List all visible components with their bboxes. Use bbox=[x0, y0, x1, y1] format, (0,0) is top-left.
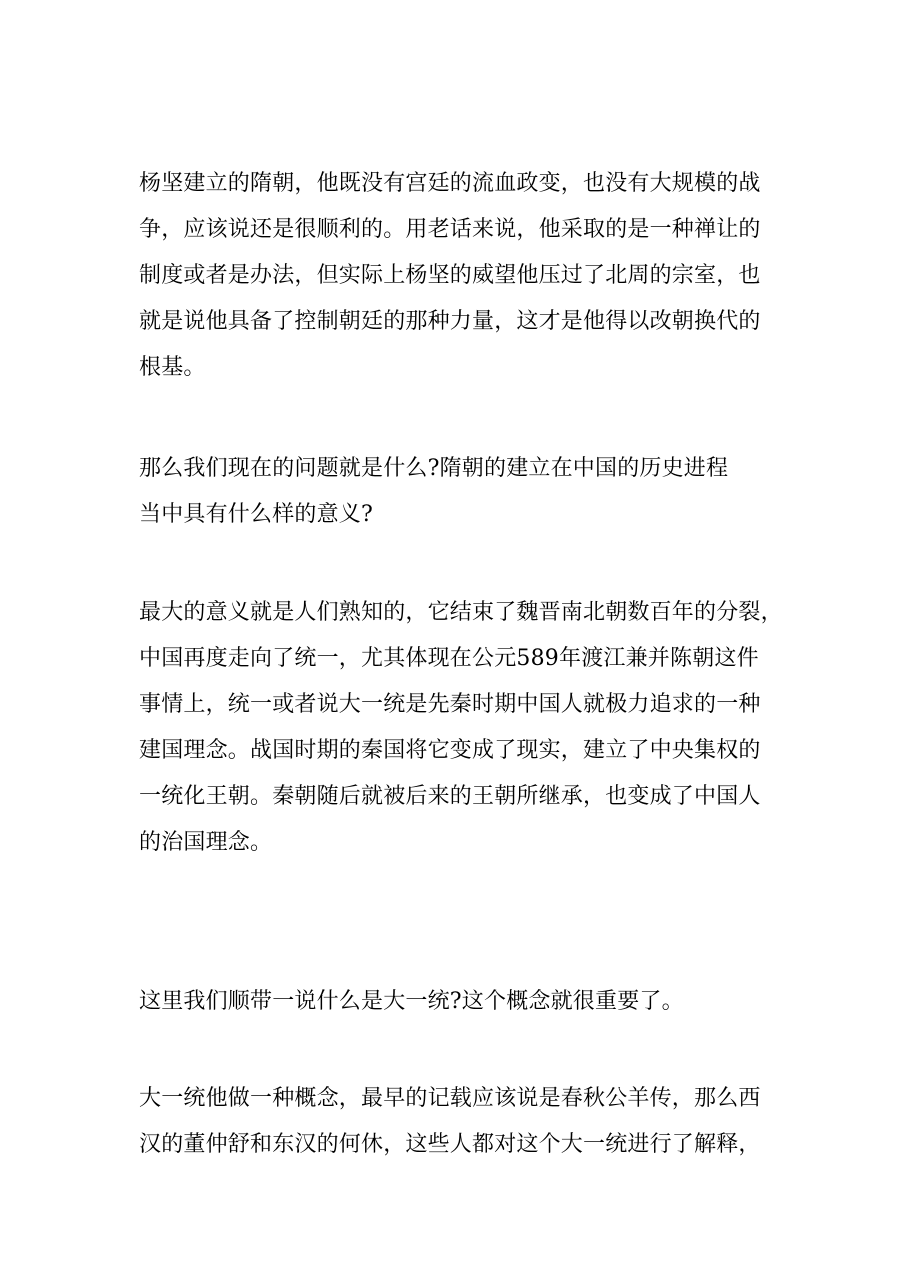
text-line: 建国理念。战国时期的秦国将它变成了现实，建立了中央集权的 bbox=[139, 738, 761, 763]
text-line: 杨坚建立的隋朝，他既没有宫廷的流血政变，也没有大规模的战 bbox=[139, 171, 761, 196]
text-line: 那么我们现在的问题就是什么?隋朝的建立在中国的历史进程 bbox=[139, 456, 729, 481]
paragraph-3 bbox=[139, 590, 799, 866]
paragraph-4 bbox=[139, 979, 799, 1025]
text-line: 汉的董仲舒和东汉的何休，这些人都对这个大一统进行了解释， bbox=[139, 1132, 761, 1157]
text-line: 大一统他做一种概念，最早的记载应该说是春秋公羊传，那么西 bbox=[139, 1086, 761, 1111]
text-line: 就是说他具备了控制朝廷的那种力量，这才是他得以改朝换代的 bbox=[139, 309, 761, 334]
text-line: 这里我们顺带一说什么是大一统?这个概念就很重要了。 bbox=[139, 989, 684, 1014]
text-line: 的治国理念。 bbox=[139, 830, 273, 855]
paragraph-2 bbox=[139, 446, 799, 538]
text-line: 争，应该说还是很顺利的。用老话来说，他采取的是一种禅让的 bbox=[139, 217, 761, 242]
text-line: 根基。 bbox=[139, 355, 206, 380]
text-line: 事情上，统一或者说大一统是先秦时期中国人就极力追求的一种 bbox=[139, 692, 761, 717]
paragraph-1 bbox=[139, 161, 799, 391]
text-line: 最大的意义就是人们熟知的，它结束了魏晋南北朝数百年的分裂， bbox=[139, 600, 783, 625]
text-line: 一统化王朝。秦朝随后就被后来的王朝所继承，也变成了中国人 bbox=[139, 784, 761, 809]
text-line: 中国再度走向了统一，尤其体现在公元589年渡江兼并陈朝这件 bbox=[139, 646, 759, 671]
paragraph-5 bbox=[139, 1076, 799, 1168]
text-line: 制度或者是办法，但实际上杨坚的威望他压过了北周的宗室，也 bbox=[139, 263, 761, 288]
text-line: 当中具有什么样的意义? bbox=[139, 502, 373, 527]
